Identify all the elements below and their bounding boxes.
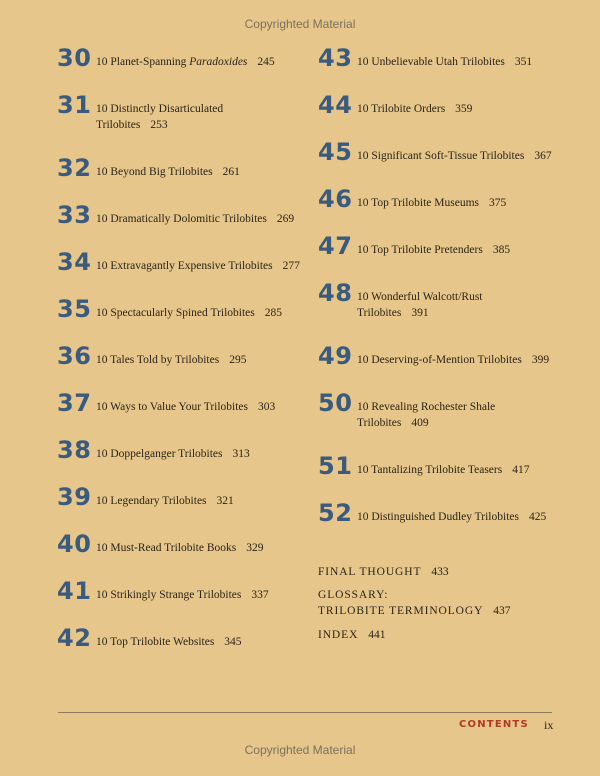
chapter-number: 50 [318,389,353,417]
chapter-number: 51 [318,452,353,480]
chapter-number: 39 [57,483,92,511]
chapter-title: 10 Trilobite Orders 359 [357,103,473,115]
chapter-number: 37 [57,389,92,417]
chapter-number: 30 [57,44,92,72]
chapter-title: 10 Must-Read Trilobite Books 329 [96,542,264,554]
chapter-title: 10 Planet-Spanning Paradoxides 245 [96,56,275,68]
page-number: 261 [222,166,240,178]
running-footer-label: CONTENTS [459,719,529,730]
chapter-title: 10 Spectacularly Spined Trilobites 285 [96,307,283,319]
chapter-number: 47 [318,232,353,260]
page-number: 385 [492,244,511,256]
toc-final-thought[interactable] [318,564,449,580]
page-number: 391 [411,307,429,319]
chapter-number: 34 [57,248,92,276]
chapter-title: 10 Tales Told by Trilobites 295 [96,354,247,366]
chapter-number: 33 [57,201,92,229]
chapter-title: 10 Beyond Big Trilobites 261 [96,166,240,178]
chapter-number: 41 [57,577,92,605]
page-number: 409 [411,417,429,429]
section-label: FINAL THOUGHT [318,566,422,578]
chapter-title: 10 Deserving-of-Mention Trilobites 399 [357,354,550,366]
chapter-number: 45 [318,138,353,166]
footer-rule [58,712,552,713]
chapter-title: 10 Top Trilobite Museums 375 [357,197,507,209]
chapter-title: 10 Unbelievable Utah Trilobites 351 [357,56,533,68]
page-number: 321 [216,495,234,507]
page-number: 277 [282,260,300,272]
toc-glossary[interactable] [318,587,511,619]
watermark-bottom: Copyrighted Material [244,743,356,757]
page-number: 269 [276,213,295,225]
chapter-number: 35 [57,295,92,323]
page-number: 345 [224,636,242,648]
chapter-title: 10 Dramatically Dolomitic Trilobites 269 [96,213,295,225]
chapter-title: 10 Doppelganger Trilobites 313 [96,448,250,460]
chapter-title: 10 Distinctly Disarticulated Trilobites 253 [96,103,224,131]
page-number: 351 [514,56,533,68]
chapter-title: 10 Strikingly Strange Trilobites 337 [96,589,269,601]
chapter-title: 10 Significant Soft-Tissue Trilobites 367 [357,150,552,162]
chapter-number: 48 [318,279,353,307]
chapter-number: 44 [318,91,353,119]
page-folio: ix [544,718,554,732]
chapter-number: 32 [57,154,92,182]
watermark-top: Copyrighted Material [244,17,356,31]
chapter-number: 43 [318,44,353,72]
chapter-title-italic: Paradoxides [189,56,248,68]
page-number: 329 [246,542,264,554]
chapter-title: 10 Top Trilobite Websites 345 [96,636,242,648]
chapter-number: 52 [318,499,353,527]
page-number: 433 [431,566,449,578]
page-number: 245 [257,56,275,68]
chapter-title: 10 Tantalizing Trilobite Teasers 417 [357,464,530,476]
chapter-title: 10 Revealing Rochester Shale Trilobites 409 [357,401,496,429]
page-number: 303 [258,401,276,413]
chapter-number: 49 [318,342,353,370]
section-label: GLOSSARY: [318,589,389,601]
page-number: 253 [150,119,168,131]
chapter-number: 40 [57,530,92,558]
chapter-title: 10 Ways to Value Your Trilobites 303 [96,401,276,413]
page-number: 441 [368,629,386,641]
page-number: 313 [232,448,250,460]
chapter-title: 10 Distinguished Dudley Trilobites 425 [357,511,547,523]
page-number: 359 [455,103,473,115]
chapter-number: 38 [57,436,92,464]
chapter-number: 36 [57,342,92,370]
chapter-number: 31 [57,91,92,119]
section-label: INDEX [318,629,359,641]
chapter-title: 10 Extravagantly Expensive Trilobites 277 [96,260,300,272]
page-number: 337 [251,589,269,601]
chapter-title: 10 Legendary Trilobites 321 [96,495,234,507]
chapter-title: 10 Wonderful Walcott/Rust Trilobites 391 [357,291,483,319]
chapter-number: 46 [318,185,353,213]
chapter-number: 42 [57,624,92,652]
page-number: 285 [264,307,283,319]
page-number: 375 [489,197,507,209]
section-label-line2: TRILOBITE TERMINOLOGY [318,605,484,617]
page-number: 437 [493,605,511,617]
page-number: 425 [528,511,547,523]
page-number: 367 [534,150,552,162]
page-number: 295 [229,354,247,366]
chapter-title: 10 Top Trilobite Pretenders 385 [357,244,511,256]
toc-index[interactable] [318,627,386,643]
page-number: 417 [512,464,530,476]
page-number: 399 [531,354,550,366]
